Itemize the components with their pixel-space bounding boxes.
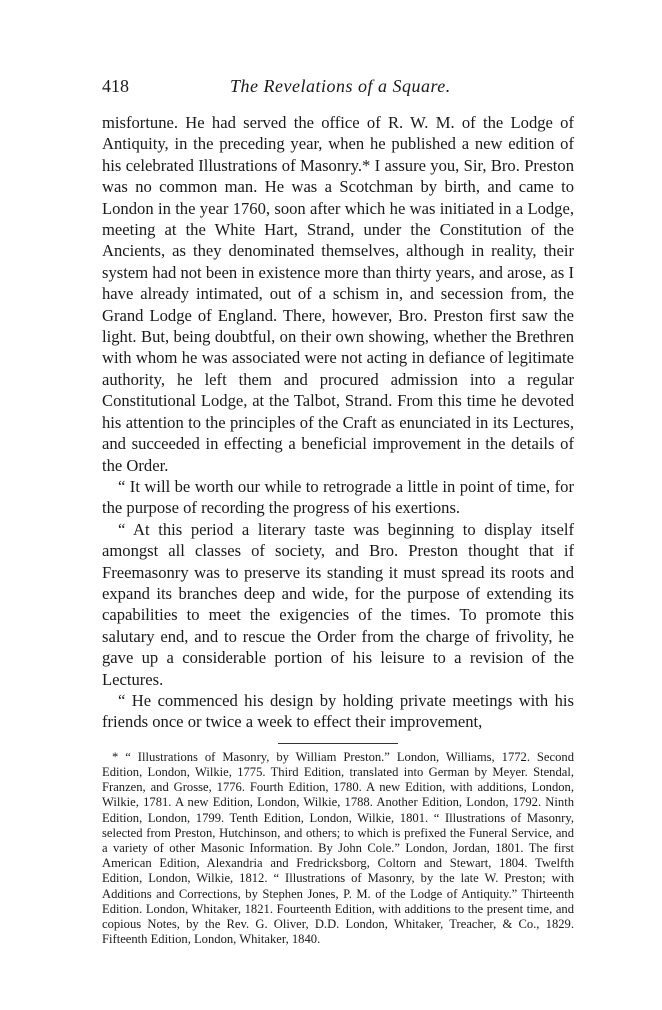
paragraph-2: “ It will be worth our while to retrograde a little in point of time, for the purpose of recording the progress of his exertions. [102,476,574,518]
page-number: 418 [102,76,129,96]
footnote: * “ Illustrations of Masonry, by William Preston.” London, Williams, 1772. Second Edition, London, Wilkie, 1775. Third Edition, translated into German by Meyer. Stendal, Franzen, and Grosse, 1776. Fourth Edition, 1780. A new Edition, with additions, London, Wilkie, 1781. A new Edition, London, Wilkie, 1788. Another Edition, London, 1792. Ninth Edition, London, 1799. Tenth Edition, London, Wilkie, 1801. “ Illustrations of Masonry, selected from Preston, Hutchinson, and others; to which is prefixed the Funeral Service, and a variety of other Masonic Information. By John Cole.” London, Jordan, 1801. The first American Edition, Alexandria and Fredricksborg, Coltorn and Stewart, 1804. Twelfth Edition, London, Wilkie, 1812. “ Illustrations of Masonry, by the late W. Preston; with Additions and Corrections, by Stephen Jones, P. M. of the Lodge of Antiquity.” Thirteenth Edition. London, Whitaker, 1821. Fourteenth Edition, with additions to the present time, and copious Notes, by the Rev. G. Oliver, D.D. London, Whitaker, Treacher, & Co., 1829. Fifteenth Edition, London, Whitaker, 1840. [102,749,574,947]
paragraph-3: “ At this period a literary taste was beginning to display itself amongst all classes of society, and Bro. Preston thought that if Freemasonry was to preserve its standing it must spread its roots and expand its branches deep and wide, for the purpose of extending its capabilities to meet the exigencies of the times. To promote this salutary end, and to rescue the Order from the charge of frivolity, he gave up a considerable portion of his leisure to a revision of the Lectures. [102,519,574,689]
book-page [102,76,574,947]
running-head [102,76,574,102]
body-text [102,112,574,733]
running-title: The Revelations of a Square. [230,76,451,96]
footnote-rule [278,743,398,744]
paragraph-1: misfortune. He had served the office of R. W. M. of the Lodge of Antiquity, in the preceding year, when he published a new edition of his celebrated Illustrations of Masonry.* I assure you, Sir, Bro. Preston was no common man. He was a Scotchman by birth, and came to London in the year 1760, soon after which he was initiated in a Lodge, meeting at the White Hart, Strand, under the Constitution of the Ancients, as they denominated themselves, although in reality, their system had not been in existence more than thirty years, and arose, as I have already intimated, out of a schism in, and secession from, the Grand Lodge of England. There, however, Bro. Preston first saw the light. But, being doubtful, on their own showing, whether the Brethren with whom he was associated were not acting in defiance of legitimate authority, he left them and procured admission into a regular Constitutional Lodge, at the Talbot, Strand. From this time he devoted his attention to the principles of the Craft as enunciated in its Lectures, and succeeded in effecting a beneficial improvement in the details of the Order. [102,113,574,475]
paragraph-4: “ He commenced his design by holding private meetings with his friends once or twice a week to effect their improvement, [102,690,574,732]
